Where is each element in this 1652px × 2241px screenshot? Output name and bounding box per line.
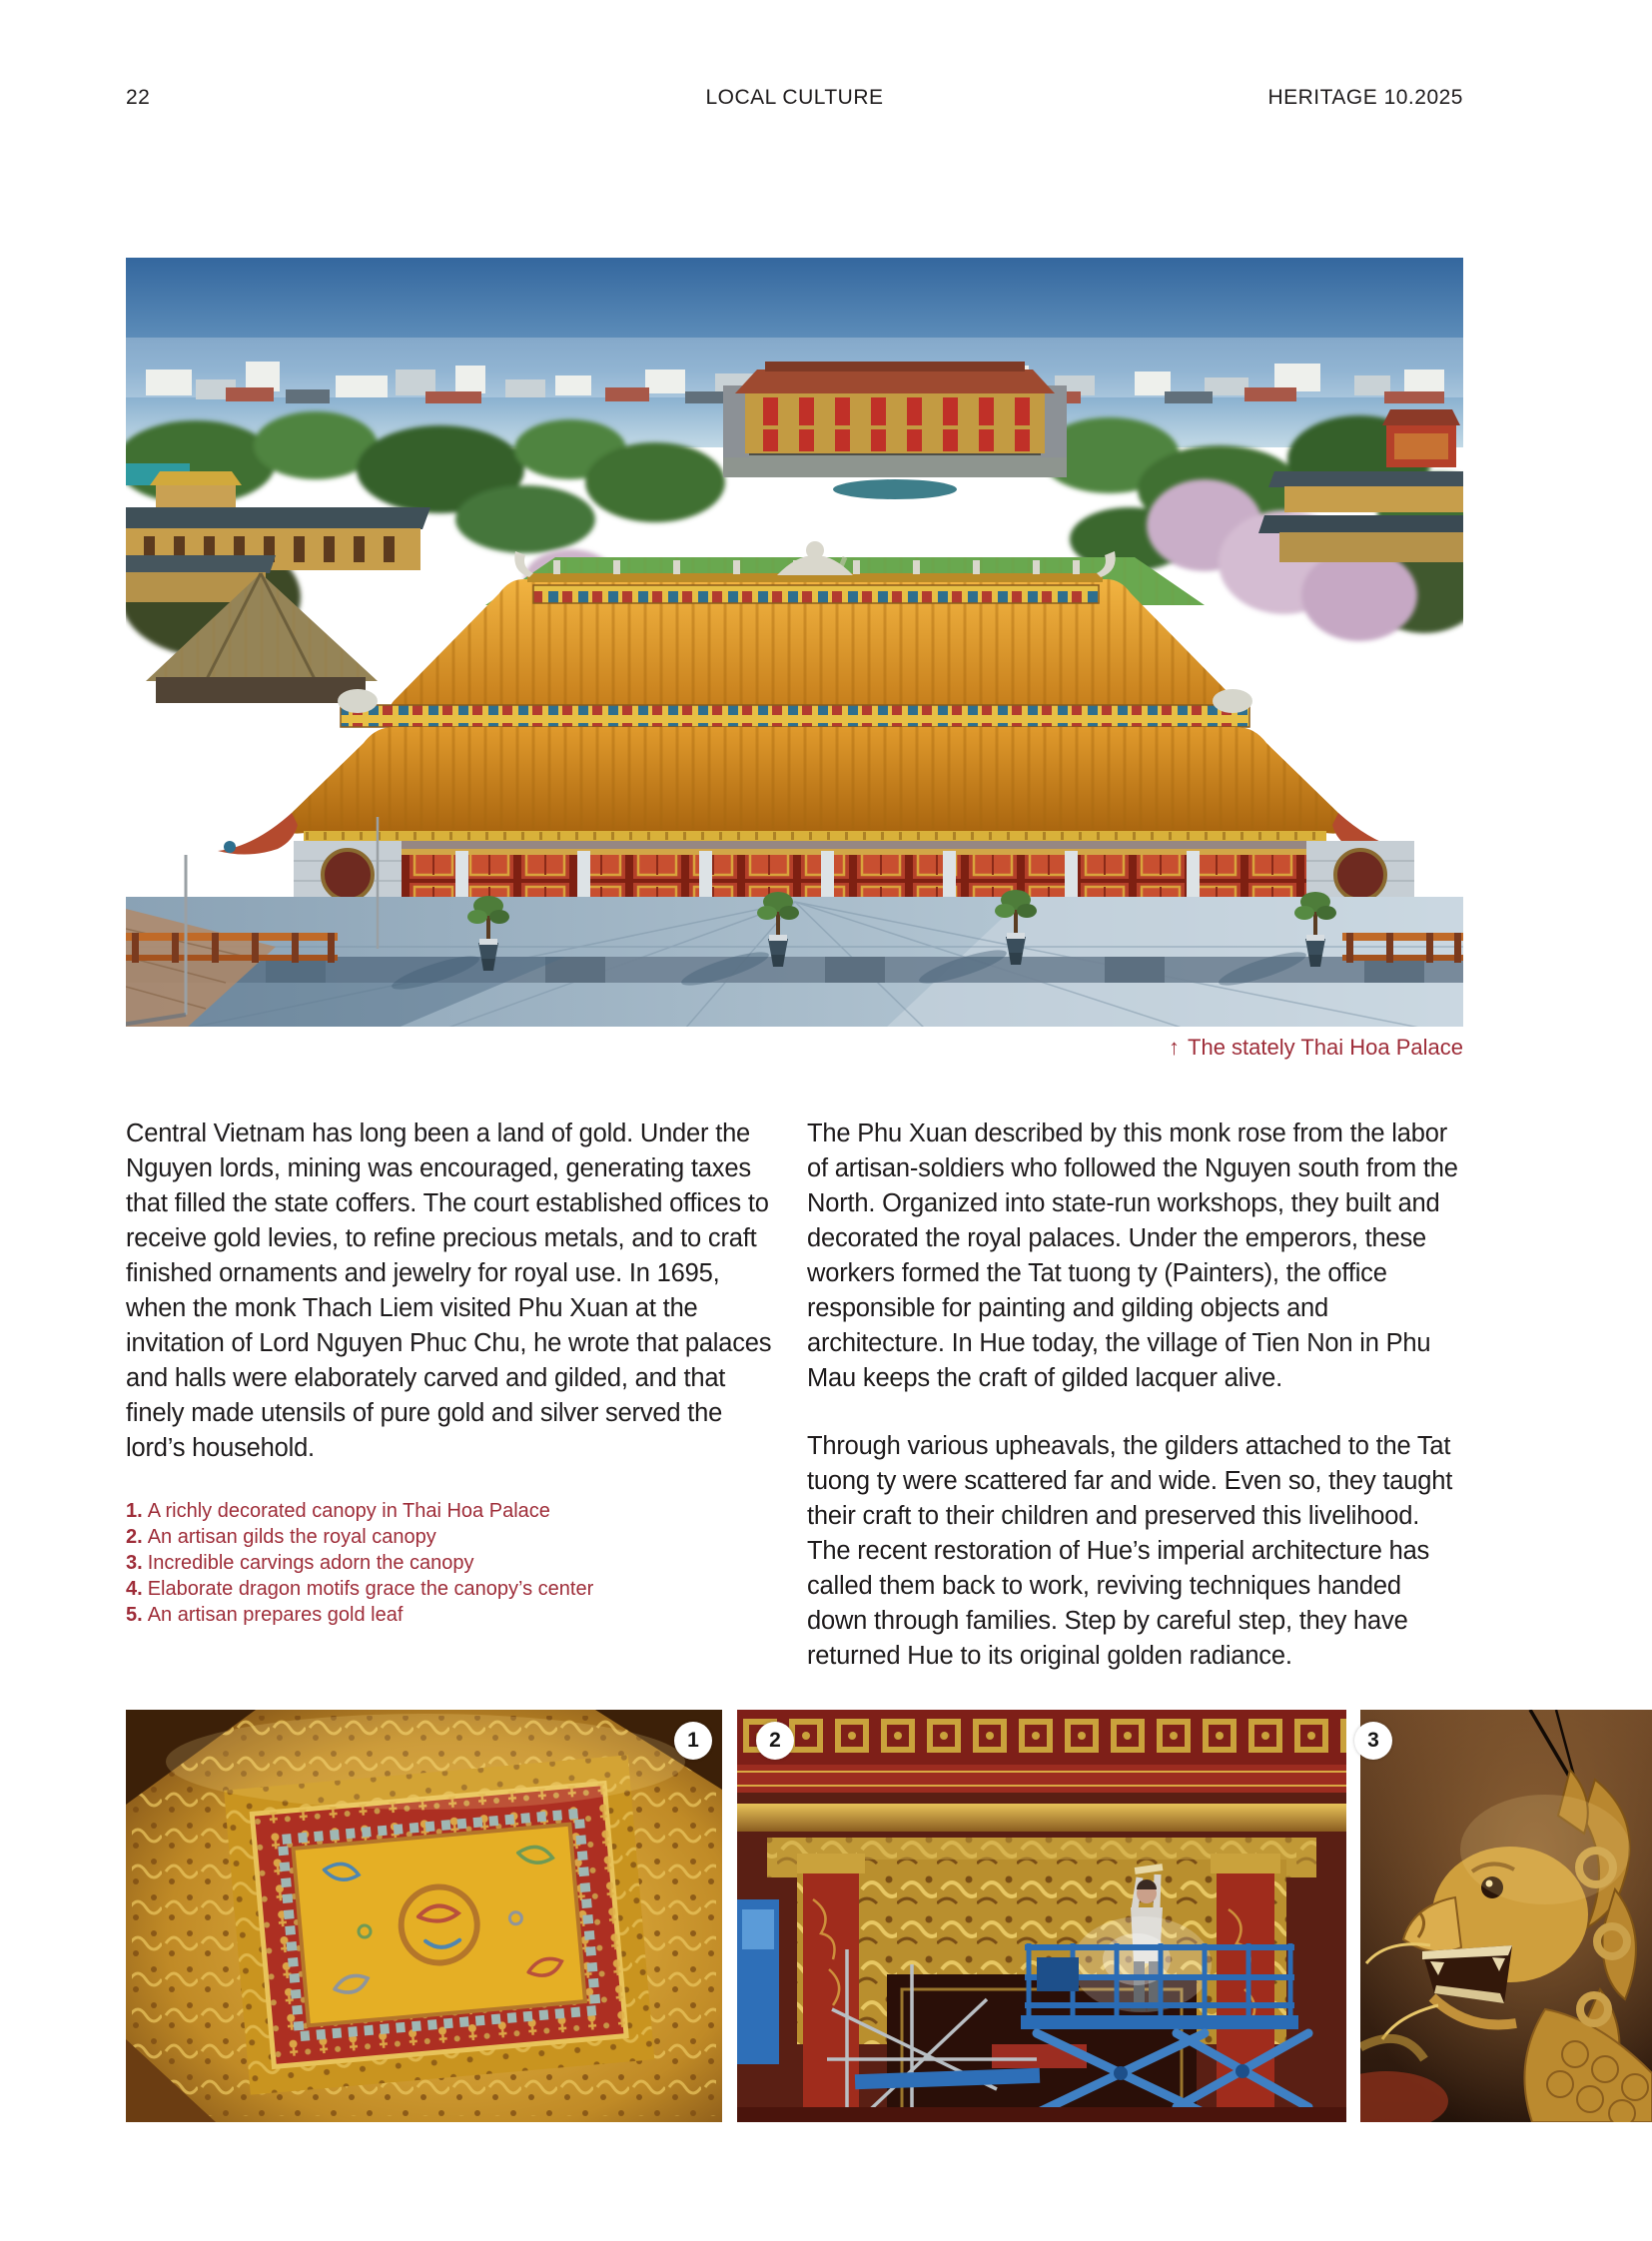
- photo-number-badge: 1: [674, 1722, 712, 1760]
- paragraph: Central Vietnam has long been a land of gold. Under the Nguyen lords, mining was encouraged, generating taxes that filled the state coffers. The court established offices to receive gold levies, to refine precious metals, and to craft finished ornaments and jewelry for royal use. In 1695, when the monk Thach Liem visited Phu Xuan at the invitation of Lord Nguyen Phuc Chu, he wrote that palaces and halls were elaborately carved and gilded, and that finely made utensils of pure gold and silver served the lord’s household.: [126, 1120, 772, 1462]
- thai-hoa-upper-roof: [391, 541, 1239, 713]
- figure-caption-item: 3. Incredible carvings adorn the canopy: [126, 1552, 474, 1574]
- page-number: 22: [126, 86, 151, 109]
- thai-hoa-lower-roof: [218, 727, 1412, 855]
- artisan-gilding-photo: [737, 1710, 1346, 2122]
- hero-caption: [126, 1035, 1463, 1061]
- running-header: [126, 86, 1463, 116]
- figure-caption-item: 1. A richly decorated canopy in Thai Hoa Palace: [126, 1500, 550, 1522]
- round-window: [323, 850, 373, 900]
- canopy-photo: [126, 1710, 722, 2122]
- issue-title: HERITAGE 10.2025: [1267, 86, 1463, 109]
- roof-panel-band: [341, 705, 1249, 727]
- photo-number-badge: 3: [1354, 1722, 1392, 1760]
- round-window: [1335, 850, 1385, 900]
- up-arrow-icon: ↑: [1169, 1035, 1181, 1060]
- hero-caption-text: The stately Thai Hoa Palace: [1188, 1035, 1463, 1060]
- figure-caption-item: 4. Elaborate dragon motifs grace the canopy’s center: [126, 1578, 594, 1600]
- paragraph: The Phu Xuan described by this monk rose from the labor of artisan-soldiers who followed the Nguyen south from the North. Organized into state-run workshops, they built and decorated the royal palaces. Under the emperors, these workers formed the Tat tuong ty (Painters), the office responsible for painting and gilding objects and architecture. In Hue today, the village of Tien Non in Phu Mau keeps the craft of gilded lacquer alive.: [807, 1120, 1458, 1392]
- section-title: LOCAL CULTURE: [705, 86, 884, 109]
- body-column-left: [126, 1117, 785, 1466]
- photo-number-badge: 2: [756, 1722, 794, 1760]
- figure-caption-item: 5. An artisan prepares gold leaf: [126, 1604, 404, 1626]
- figure-caption-list: [126, 1498, 593, 1628]
- background-palace: [723, 362, 1067, 499]
- body-column-right: [807, 1117, 1464, 1674]
- golden-dragon-photo: [1360, 1710, 1652, 2122]
- paragraph: Through various upheavals, the gilders attached to the Tat tuong ty were scattered far and wide. Even so, they taught their craft to their children and preserved this livelihood. The recent restoration of Hue’s imperial architecture has called them back to work, reviving techniques handed down through families. Step by careful step, they have returned Hue to its original golden radiance.: [807, 1432, 1453, 1670]
- figure-caption-item: 2. An artisan gilds the royal canopy: [126, 1526, 436, 1548]
- canopy-cornice: [737, 1710, 1346, 1765]
- thai-hoa-palace-photo: [126, 258, 1463, 1027]
